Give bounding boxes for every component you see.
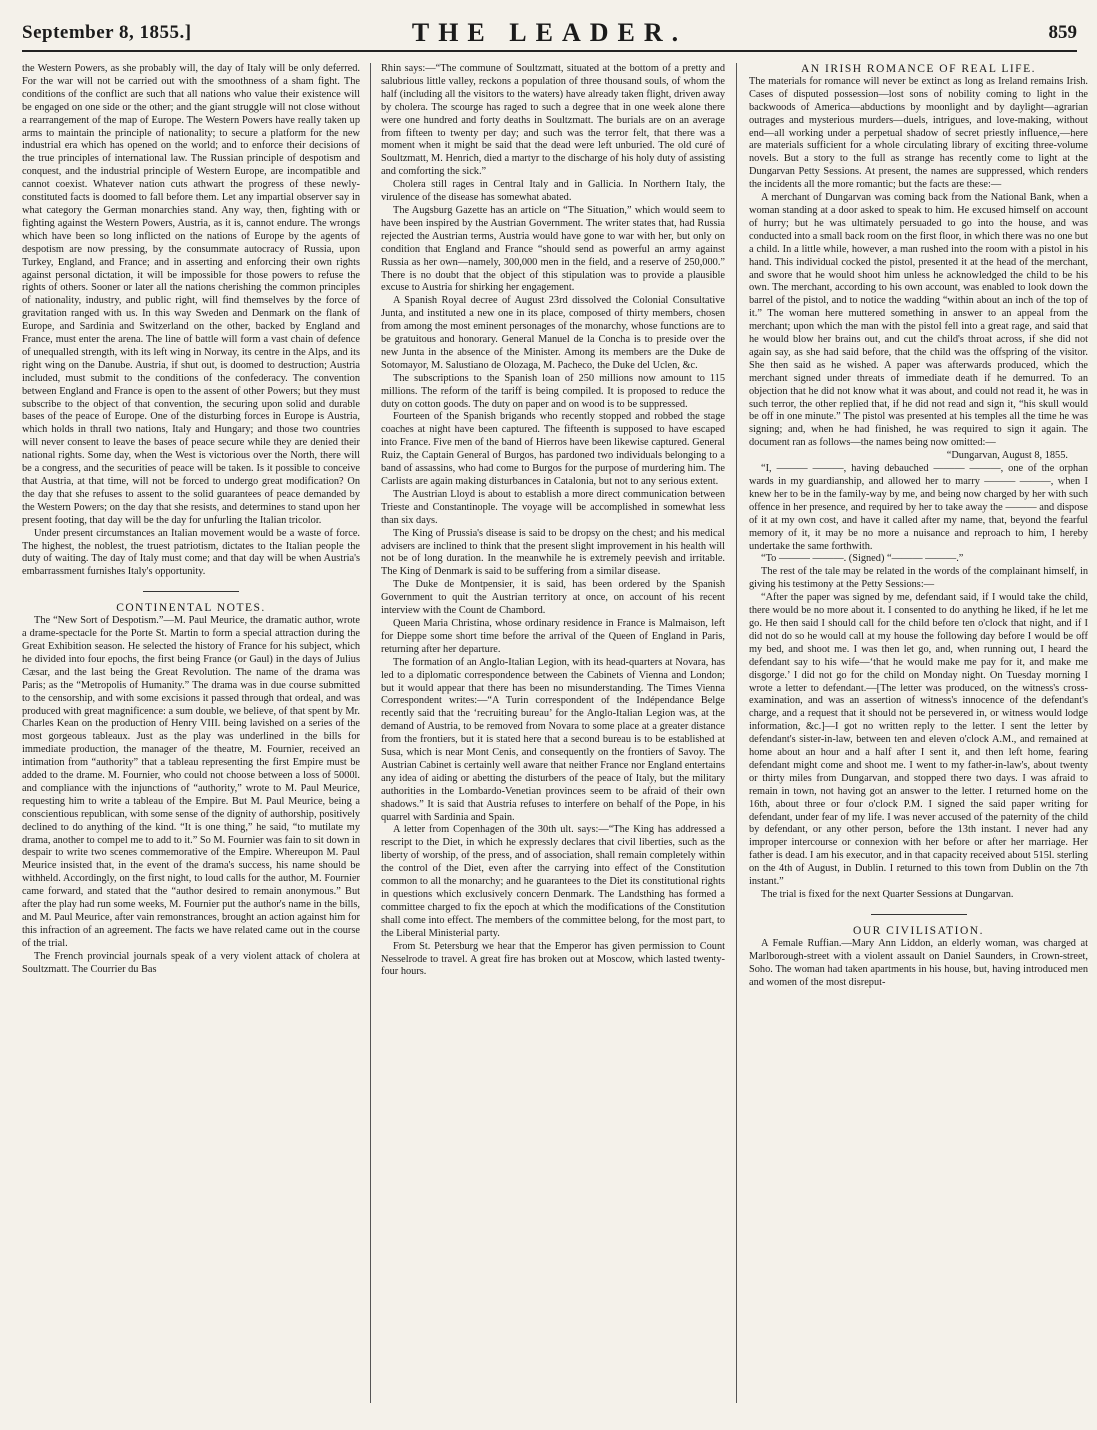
page-header (22, 18, 1077, 52)
article-paragraph: Queen Maria Christina, whose ordinary residence in France is Malmaison, left for Dieppe some short time before the arrival of the Queen of England in Paris, returning after her departure. (381, 617, 725, 655)
article-paragraph: The King of Prussia's disease is said to be dropsy on the chest; and his medical advisers are inclined to think that the present slight improvement in his health will not be of long duration. In the meanwhile he is extremely peevish and irritable. The King of Denmark is said to be suffering from a similar disease. (381, 527, 725, 578)
article-paragraph: Cholera still rages in Central Italy and in Gallicia. In Northern Italy, the virulence of the disease has somewhat abated. (381, 179, 725, 204)
article-paragraph: The French provincial journals speak of a very violent attack of cholera at Soultzmatt. The Courrier du Bas (22, 950, 360, 975)
section-divider (143, 591, 239, 592)
section-divider (871, 914, 967, 915)
document-signature-line: “To ——— ———. (Signed) “——— ———.” (761, 553, 964, 565)
page-number: 859 (1048, 22, 1077, 43)
article-paragraph: Under present circumstances an Italian movement would be a waste of force. The highest, the noblest, the truest patriotism, dictates to the Italian people the duty of waiting. The day of Italy must come; and that day will be when Austria's embarrassment furnishes Italy's opportunity. (22, 527, 360, 578)
article-paragraph: Fourteen of the Spanish brigands who recently stopped and robbed the stage coaches at night have been captured. The fifteenth is supposed to have escaped into France. Five men of the band of Hierros have been likewise captured. General Ruiz, the Captain General of Burgos, has pardoned two individuals belonging to a band of assassins, who had come to Burgos for the purpose of murdering him. The Carlists are again making disturbances in Catalonia, but not to any serious extent. (381, 411, 725, 487)
article-paragraph: Rhin says:—“The commune of Soultzmatt, situated at the bottom of a pretty and salubrious little valley, reckons a population of three thousand souls, of whom the half (including all the visitors to the waters) have already taken flight, driven away by cholera. The scourge has raged to such a degree that in one week alone there were one hundred and forty deaths in Soultzmatt. The burials are on an average from fifteen to twenty per day; and such was the terror felt, that there was a moment when it might be said that the dead were left unburied. The old curé of Soultzmatt, M. Henrich, died a martyr to the discharge of his holy duty of assisting and comforting the sick.” (381, 63, 725, 178)
column-right (736, 63, 1088, 1403)
article-paragraph: The rest of the tale may be related in the words of the complainant himself, in giving his testimony at the Petty Sessions:— (749, 566, 1088, 591)
article-paragraph: The subscriptions to the Spanish loan of 250 millions now amount to 115 millions. The reform of the tariff is being compiled. It is proposed to reduce the duty on cotton goods. The duty on paper and on wood is to be suppressed. (381, 372, 725, 410)
article-paragraph: The formation of an Anglo-Italian Legion, with its head-quarters at Novara, has led to a diplomatic correspondence between the Cabinets of Vienna and London; but it would appear that there has been no misunderstanding. The Times Vienna Correspondent writes:—“A Turin correspondent of the Indépendance Belge recently said that the ‘recruiting bureau’ for the Anglo-Italian Legion was, at the demand of Austria, to be removed from Novara to some place at a greater distance from the frontiers, but it is stated here that a second bureau is to be established at Susa, which is near Mont Cenis, and consequently on the frontiers of Savoy. The Austrian Cabinet is certainly well aware that neither France nor England entertains any idea of aiding or abetting the disturbers of the peace of Italy, but the military authorities in the Lombardo-Venetian provinces seem to be afraid of their own shadows.” It is said that Austria refuses to interfere on behalf of the Pope, in his quarrel with Sardinia and Spain. (381, 656, 725, 823)
article-paragraph: The trial is fixed for the next Quarter Sessions at Dungarvan. (761, 889, 1014, 900)
article-paragraph: “I, ——— ———, having debauched ——— ———, one of the orphan wards in my guardianship, and allowed her to marry ——— ———, when I knew her to be in the family-way by me, and being now charged by her with such offence in her presence, and required by her to take away the ——— and dispose of it at my own cost, and have it called after my name, that, beyond the fearful memory of it, it may be no more a nuisance and reproach to him, I hereby undertake the same forthwith. (749, 463, 1088, 552)
article-paragraph: A merchant of Dungarvan was coming back from the National Bank, when a woman standing at a door asked to speak to him. He excused himself on account of hurry; but he was ultimately persuaded to go into the house, and was conducted into a small back room on the first floor, in which there was no one but a child. In a little while, however, a man rushed into the room with a pistol in his hand. This individual cocked the pistol, presented it at the head of the merchant, and swore that he would shoot him unless he acknowledged the child to be his own. The merchant, according to his own account, was enabled to look down the barrel of the pistol, and to notice the wadding “within about an inch of the top of it.” The woman here muttered something in answer to an appeal from the merchant; upon which the man with the pistol fell into a great rage, and said that he would blow her brains out, and cut the child's throat across, if she did not again say, as she had said before, that the child was the offspring of the visitor. She then said as he wished. A paper was afterwards produced, which the merchant signed under threats of immediate death if he demurred. To an objection that he did not know what it was about, and could not read it, he was in such terror, the other replied that, if he did not read and sign it, “his skull would be off in one minute.” The pistol was presented at his temples all the time he was signing; and, when he had finished, he was required to sign it again. The document ran as follows—the names being now omitted:— (749, 192, 1088, 449)
article-paragraph: The materials for romance will never be extinct as long as Ireland remains Irish. Cases of disputed possession—lost sons of nobility coming to light in the backwoods of America—abductions by moonlight and by daylight—agrarian outrages and mysterious murders—duels, intrigues, and love-making, without end—all working under a perpetual shadow of secret priestly influence,—here are materials sufficient for a whole circulating library of exciting three-volume novels. But a story to the full as strange has recently come to light at the Dungarvan Petty Sessions. At present, the names are suppressed, which renders the incidents all the more romantic; but the facts are these:— (749, 75, 1088, 191)
article-paragraph: A Spanish Royal decree of August 23rd dissolved the Colonial Consultative Junta, and instituted a new one in its place, composed of thirty members, chosen from among the most eminent personages of the monarchy, whose functions are to be gratuitous and honorary. General Manuel de la Concha is to preside over the new Junta in the absence of the Minister. Among its members are the Duke de Sotomayor, M. Salustiano de Olozaga, M. Pacheco, the Duke del Uclen, &c. (381, 295, 725, 371)
article-paragraph: The Duke de Montpensier, it is said, has been ordered by the Spanish Government to quit the Austrian territory at once, on account of his recent interview with the Count de Chambord. (381, 579, 725, 617)
document-date-line: “Dungarvan, August 8, 1855. (946, 450, 1068, 462)
article-paragraph: the Western Powers, as she probably will, the day of Italy will be only deferred. For the war will not be carried out with the smoothness of a sham fight. The conditions of the conflict are such that all nations who value their existence will be engaged on one side or the other; and the giant struggle will not close without a rearrangement of the map of Europe. The Western Powers have really taken up arms to maintain the principle of nationality; to secure a platform for the new industrial era which has opened on the world; and to enforce their decisions of the true principles of international law. The Russian principle of despotism and conquest, and the industrial principle of Western Europe, are incompatible and cannot coexist. Whatever nation cuts athwart the progress of these newly-constituted facts is doomed to fall before them. Let any impartial observer say in what category the German monarchies stand. Any way, then, fighting with or fighting against the Western Powers, Austria, as it is, cannot endure. The wrongs which have been so long inflicted on the nations of Europe by the agents of despotism are now pressing, by the consummate autocracy of Russia, upon Turkey, England, and France; and in asserting and enforcing their own rights against personal dictation, it will be impossible for those powers to refuse the rights of others. Sooner or later all the nations cherishing the common principles of nationality, industry, and public right, will find themselves by the force of gravitation ranged with us. In this way Sweden and Denmark on the flank of Europe, and Sardinia and Switzerland on the other, backed by England and France, must enter the arena. The line of battle will form a vast chain of defence of unequalled strength, with its left wing in Norway, its centre in the Alps, and its right wing on the Danube. Austria, if shut out, is doomed to destruction; Austria included, must submit to the conditions of the confederacy. The convention between England and France is open to the assent of other Powers; but they must subscribe to the object of that convention, the securing upon solid and durable bases of the peace of Europe. One of the disturbing forces in Europe is Austria, which holds in thrall two nations, Italy and Hungary; and those two countries will never consent to leave the bases of peace secure while they are denied their national rights. Some day, when the West is victorious over the North, there will be a congress, and the securities of peace will be taken. Is it possible to conceive that Austria, at that time, will not be forced to undergo great modification? On the day that she refuses to assent to the solid guarantees of peace demanded by the Western Powers; on the day that she resists, and determines to stand upon her present footing, that day will be the day for unfurling the Italian tricolor. (22, 63, 360, 526)
newspaper-title: THE LEADER. (411, 18, 688, 47)
article-paragraph: “After the paper was signed by me, defendant said, if I would take the child, there would be no more about it. I consented to do anything he liked, if he let me go. He then said I should call for the child before ten o'clock that night, and if I did not do so he would call at my house the following day before I would be off my bed, and shoot me. I was then let go, and, when running out, I heard the defendant say to his wife—‘that he would make me pay for it, and make me disgorge.’ I did not go for the child on Monday night. On Tuesday morning I wrote a letter to defendant.—[The letter was produced, on the witness's cross-examination, and was an assertion of witness's innocence of the defendant's charge, and a request that it should not be persevered in, or witness would lodge information, &c.]—I got no written reply to the letter. I sent the letter by defendant's sister-in-law, between ten and eleven o'clock A.M., and remained at home about an hour and a half after I sent it, and then left home, fearing defendant might come and shoot me. I went to my father-in-law's, about twenty or thirty miles from Dungarvan, and stopped there two days. I was afraid to remain in town, not having got an answer to the letter. I returned home on the 16th, about three or four o'clock P.M. I signed the said paper writing for defendant, under fear of my life. I was never accused of the paternity of the child by defendant, or any other person, before the 13th instant. I never had any improper intercourse or connexion with her before or after her marriage. Her father is dead. I am his executor, and in that capacity received about 515l. sterling on the 4th of August, in Dublin. I returned to this town from Dublin on the 7th instant.” (749, 592, 1088, 888)
section-heading-continental-notes: CONTINENTAL NOTES. (116, 602, 266, 615)
article-paragraph: The “New Sort of Despotism.”—M. Paul Meurice, the dramatic author, wrote a drame-spectacle for the Porte St. Martin to form a special attraction during the Great Exhibition season. He selected the history of France for his subject, which he divided into four epochs, the first being France (or Gaul) in the days of Julius Cæsar, and the last being the Great Revolution. The name of the drama was Paris; as the “Metropolis of Humanity.” The drama was in due course submitted to the censorship, and with some excisions it passed through that ordeal, and was produced with great magnificence: a sum double, we believe, of that spent by Mr. Charles Kean on the production of Henry VIII. being lavished on a series of the most gorgeous tableaux. Just as the play was underlined in the bills for immediate production, the manager of the theatre, M. Fournier, received an intimation from “authority” that a tableau representing the first Empire must be added to the drame. M. Fournier, who could not choose between a loss of 5000l. and compliance with the injunctions of “authority,” wrote to M. Paul Meurice, requesting him to write a tableau of the Empire. But M. Paul Meurice, being a conscientious republican, with some sense of the dignity of authorship, positively declined to do anything of the kind. “It is one thing,” he said, “to mutilate my drama, another to compel me to add to it.” So M. Fournier was fain to sit down in despair to write two scenes commemorative of the Empire. Whereupon M. Paul Meurice insisted that, in the event of the drama's success, his name should be withheld. Accordingly, on the first night, to loud calls for the author, M. Fournier came forward, and stated that the “author desired to remain anonymous.” But after the play had run some weeks, M. Fournier put the author's name in the bills, and M. Paul Meurice, after vain remonstrances, brought an action against him for this infraction of an agreement. The facts we have related came out in the course of the trial. (22, 615, 360, 949)
section-heading-irish-romance: AN IRISH ROMANCE OF REAL LIFE. (801, 63, 1036, 75)
column-left (22, 63, 360, 1403)
article-paragraph: The Austrian Lloyd is about to establish a more direct communication between Trieste and Constantinople. The voyage will be accomplished in somewhat less than six days. (381, 488, 725, 526)
article-paragraph: From St. Petersburg we hear that the Emperor has given permission to Count Nesselrode to travel. A great fire has broken out at Moscow, which lasted twenty-four hours. (381, 940, 725, 978)
column-middle (370, 63, 725, 1403)
article-paragraph: The Augsburg Gazette has an article on “The Situation,” which would seem to have been inspired by the Austrian Government. The writer states that, had Russia rejected the Austrian terms, Austria would have gone to war with her, but only on condition that England and France “should send as powerful an army against Russia as her own—namely, 300,000 men in the field, and a reserve of 250,000.” There is no doubt that the object of this stipulation was to provide a plausible excuse to Austria for shirking her engagement. (381, 204, 725, 294)
article-paragraph: A letter from Copenhagen of the 30th ult. says:—“The King has addressed a rescript to the Diet, in which he expressly declares that civil liberties, such as the liberty of worship, of the press, and of association, shall remain completely within the control of the Diet, even after the carrying into effect of the Constitution common to all the monarchy; and he guarantees to the Diet its constitutional rights in questions which exclusively concern Denmark. The Landsthing has formed a committee charged to fix the epoch at which the modifications of the Constitution shall come into effect. The members of the committee belong, for the most part, to the Liberal Ministerial party. (381, 824, 725, 939)
article-paragraph: A Female Ruffian.—Mary Ann Liddon, an elderly woman, was charged at Marlborough-street with a violent assault on Daniel Saunders, in Crown-street, Soho. The woman had taken apartments in his house, but, having introduced men and women of the most disreput- (749, 937, 1088, 988)
section-heading-our-civilisation: OUR CIVILISATION. (853, 924, 984, 937)
issue-date: September 8, 1855.] (22, 22, 192, 43)
